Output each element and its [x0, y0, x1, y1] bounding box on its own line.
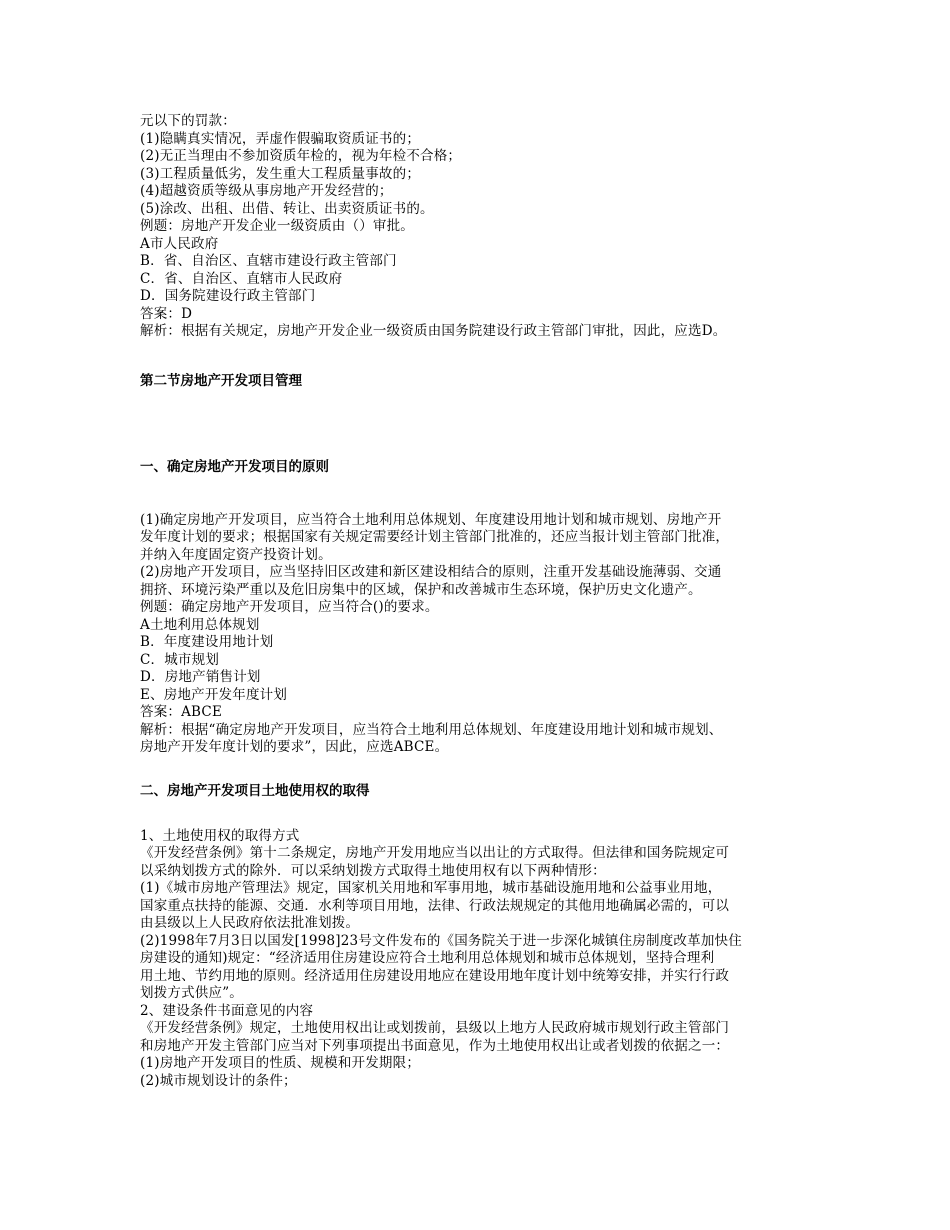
text-line: 《开发经营条例》第十二条规定，房地产开发用地应当以出让的方式取得。但法律和国务院规定可	[140, 845, 730, 861]
subheading: 2、建设条件书面意见的内容	[140, 1002, 314, 1019]
option-b: B．省、自治区、直辖市建设行政主管部门	[140, 253, 397, 269]
section-title: 第二节房地产开发项目管理	[140, 372, 302, 389]
text-line: 以采纳划拨方式的除外．可以采纳划拨方式取得土地使用权有以下两种情形：	[140, 862, 606, 879]
answer: 答案：ABCE	[140, 704, 223, 720]
text-line: 由县级以上人民政府依法批准划拨。	[140, 915, 360, 931]
option-e: E、房地产开发年度计划	[140, 686, 288, 703]
heading-principles: 一、确定房地产开发项目的原则	[140, 458, 329, 475]
text-line: (2)城市规划设计的条件；	[140, 1072, 297, 1089]
option-a: A市人民政府	[140, 235, 219, 252]
text-line: (1)《城市房地产管理法》规定，国家机关用地和军事用地，城市基础设施用地和公益事业用地，	[140, 880, 722, 896]
option-d: D．国务院建设行政主管部门	[140, 288, 316, 304]
text-line: 房建设的通知)规定：“经济适用住房建设应符合土地利用总体规划和城市总体规划，坚持合理利	[140, 950, 715, 966]
option-c: C．省、自治区、直辖市人民政府	[140, 270, 343, 287]
text-line: 元以下的罚款：	[140, 113, 236, 129]
text-line: 发年度计划的要求；根据国家有关规定需要经计划主管部门批准的，还应当报计划主管部门批准，	[140, 529, 730, 545]
text-line: (1)房地产开发项目的性质、规模和开发期限；	[140, 1055, 421, 1071]
text-line: (1)隐瞒真实情况，弄虚作假骗取资质证书的；	[140, 130, 421, 147]
penalty-block	[140, 113, 815, 341]
text-line: 和房地产开发主管部门应当对下列事项提出书面意见，作为土地使用权出让或者划拨的依据之一：	[140, 1037, 730, 1054]
text-line: 并纳入年度固定资产投资计划。	[140, 546, 332, 563]
text-line: (5)涂改、出租、出借、转让、出卖资质证书的。	[140, 200, 434, 217]
text-line: (2)无正当理由不参加资质年检的，视为年检不合格；	[140, 148, 462, 164]
text-line: (2)1998年7月3日以国发[1998]23号文件发布的《国务院关于进一步深化城镇住房制度改革加快住	[140, 932, 742, 949]
land-use-block	[140, 828, 815, 1091]
explanation: 解析：根据有关规定，房地产开发企业一级资质由国务院建设行政主管部门审批，因此，应选D。	[140, 323, 727, 339]
document-page	[140, 113, 815, 1090]
text-line: (4)超越资质等级从事房地产开发经营的；	[140, 183, 393, 199]
text-line: 用土地、节约用地的原则。经济适用住房建设用地应在建设用地年度计划中统筹安排，并实行行政	[140, 967, 730, 984]
text-line: 划拨方式供应”。	[140, 985, 244, 1001]
example-question: 例题：确定房地产开发项目，应当符合()的要求。	[140, 599, 439, 615]
option-c: C．城市规划	[140, 651, 220, 668]
option-b: B．年度建设用地计划	[140, 634, 274, 650]
principles-block	[140, 512, 815, 757]
text-line: (1)确定房地产开发项目，应当符合土地利用总体规划、年度建设用地计划和城市规划、房地产开	[140, 511, 722, 528]
explanation: 解析：根据“确定房地产开发项目，应当符合土地利用总体规划、年度建设用地计划和城市规划、	[140, 721, 723, 738]
text-line: 国家重点扶持的能源、交通．水利等项目用地，法律、行政法规规定的其他用地确属必需的，可以	[140, 897, 730, 914]
explanation: 房地产开发年度计划的要求”，因此，应选ABCE。	[140, 739, 449, 755]
subheading: 1、土地使用权的取得方式	[140, 827, 300, 844]
example-question: 例题：房地产开发企业一级资质由（）审批。	[140, 218, 414, 234]
text-line: (2)房地产开发项目，应当坚持旧区改建和新区建设相结合的原则，注重开发基础设施薄弱、交通	[140, 564, 722, 580]
option-d: D．房地产销售计划	[140, 669, 261, 685]
text-line: 《开发经营条例》规定，土地使用权出让或划拨前，县级以上地方人民政府城市规划行政主管部门	[140, 1020, 730, 1036]
option-a: A土地利用总体规划	[140, 616, 260, 633]
answer: 答案：D	[140, 305, 193, 322]
heading-land-use-rights: 二、房地产开发项目土地使用权的取得	[140, 782, 370, 799]
text-line: 拥挤、环境污染严重以及危旧房集中的区域，保护和改善城市生态环境，保护历史文化遗产。	[140, 581, 702, 598]
text-line: (3)工程质量低劣，发生重大工程质量事故的；	[140, 165, 421, 182]
